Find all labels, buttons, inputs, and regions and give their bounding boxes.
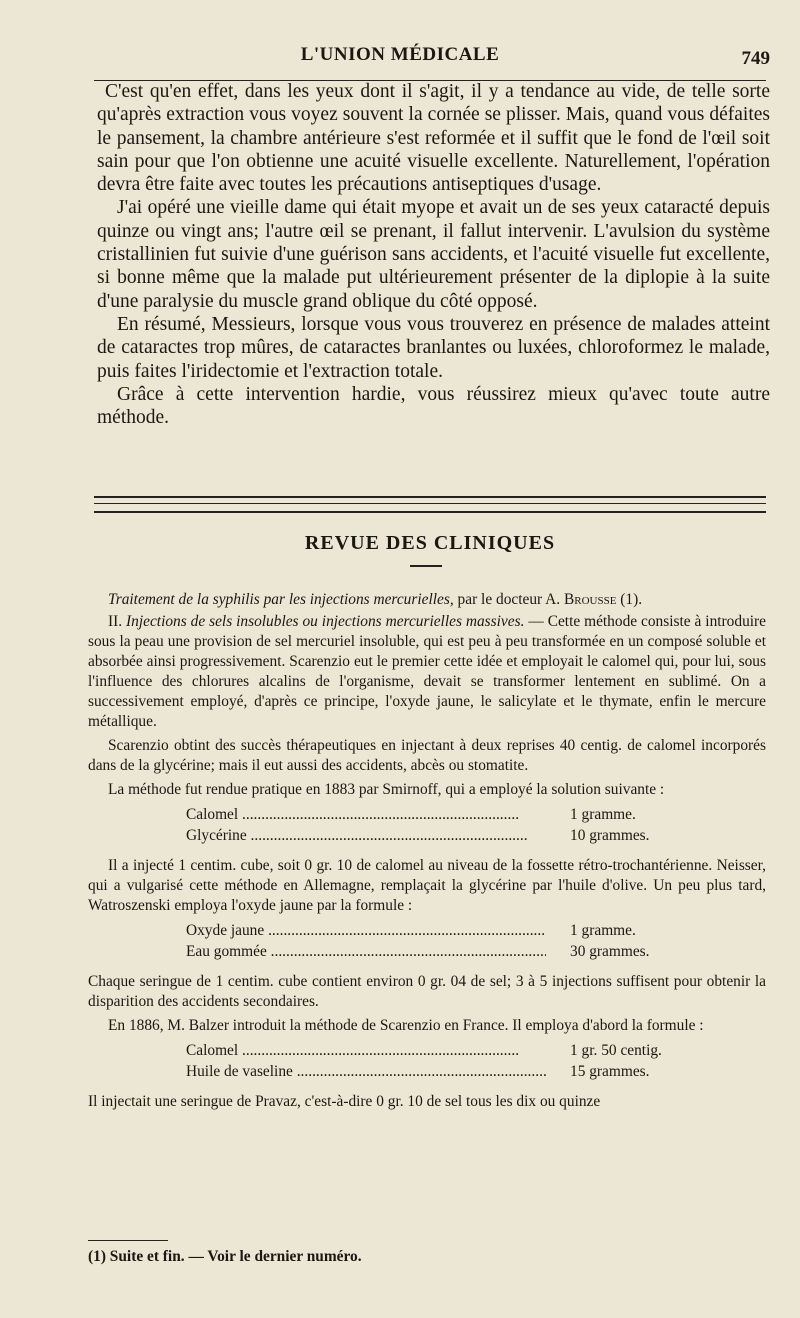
article-body xyxy=(88,590,766,1116)
quantity: 1 gr. 50 centig. xyxy=(570,1042,662,1059)
quantity: 1 gramme. xyxy=(570,806,636,823)
formula-row xyxy=(88,1040,766,1061)
section-divider xyxy=(94,496,766,498)
subsection-number: II. xyxy=(108,613,127,630)
author-name: Brousse xyxy=(563,591,617,608)
ingredient: Calomel ..... xyxy=(186,804,546,825)
page-number: 749 xyxy=(741,48,770,69)
quantity: 30 grammes. xyxy=(570,943,650,960)
footnote-ref: (1). xyxy=(616,591,643,608)
subsection-title: Injections de sels insolubles ou injections mercurielles massives. xyxy=(126,613,525,630)
title-rule xyxy=(410,565,442,567)
article-paragraph: Chaque seringue de 1 centim. cube contient environ 0 gr. 04 de sel; 3 à 5 injections suffisent pour obtenir la disparition des accidents secondaires. xyxy=(88,973,766,1010)
article-paragraph: La méthode fut rendue pratique en 1883 par Smirnoff, qui a employé la solution suivante : xyxy=(108,781,665,798)
ingredient: Calomel ..... xyxy=(186,1040,546,1061)
ingredient: Eau gommée ..... xyxy=(186,941,546,962)
quantity: 10 grammes. xyxy=(570,827,650,844)
section-divider xyxy=(94,503,766,504)
running-header xyxy=(0,44,800,74)
section-divider xyxy=(94,511,766,513)
formula-row xyxy=(88,825,766,846)
article-heading xyxy=(88,590,766,610)
formula-row xyxy=(88,804,766,825)
intro-text xyxy=(97,80,770,429)
intro-paragraph: C'est qu'en effet, dans les yeux dont il s'agit, il y a tendance au vide, de telle sorte qu'après extraction vous voyez souvent la cornée se plisser. Mais, quand vous défaites le pansement, la chambre antérieure s'est reformée et il suffit que le fond de l'œil soit sain pour que l'on obtienne une acuité visuelle excellente. Naturellement, l'opération devra être faite avec toutes les précautions antiseptiques d'usage. xyxy=(97,81,770,196)
formula xyxy=(88,1040,766,1082)
intro-paragraph: J'ai opéré une vieille dame qui était myope et avait un de ses yeux cataracté depuis quinze ou vingt ans; l'autre œil se prenant, il fallut intervenir. L'avulsion du système cristallinien fut suivie d'une guérison sans accidents, et l'acuité visuelle fut excellente, si bonne même que la malade put ultérieurement présenter de la diplopie à la suite d'une paralysie du muscle grand oblique du côté opposé. xyxy=(97,197,770,312)
footnote-rule xyxy=(88,1240,168,1241)
footnote: (1) Suite et fin. — Voir le dernier numéro. xyxy=(88,1248,362,1265)
formula xyxy=(88,804,766,846)
ingredient: Glycérine ..... xyxy=(186,825,546,846)
ingredient: Oxyde jaune ..... xyxy=(186,920,546,941)
formula-row xyxy=(88,941,766,962)
formula-row xyxy=(88,1061,766,1082)
intro-paragraph: En résumé, Messieurs, lorsque vous vous trouverez en présence de malades atteint de cataractes trop mûres, de cataractes branlantes ou luxées, chloroformez le malade, puis faites l'iridectomie et l'extraction totale. xyxy=(97,313,770,382)
ingredient: Huile de vaseline ..... xyxy=(186,1061,546,1082)
article-paragraph: Il injectait une seringue de Pravaz, c'est-à-dire 0 gr. 10 de sel tous les dix ou quinze xyxy=(88,1093,601,1110)
article-paragraph: Il a injecté 1 centim. cube, soit 0 gr. 10 de calomel au niveau de la fossette rétro-trochantérienne. Neisser, qui a vulgarisé cette méthode en Allemagne, remplaçait la glycérine par l'huile d'olive. Un peu plus tard, Watroszenski employa l'oxyde jaune par la formule : xyxy=(88,857,766,914)
quantity: 15 grammes. xyxy=(570,1063,650,1080)
intro-paragraph: Grâce à cette intervention hardie, vous réussirez mieux qu'avec toute autre méthode. xyxy=(97,383,770,429)
article-paragraph: En 1886, M. Balzer introduit la méthode de Scarenzio en France. Il employa d'abord la formule : xyxy=(108,1017,704,1034)
formula-row xyxy=(88,920,766,941)
article-paragraph xyxy=(88,612,766,732)
article-title: Traitement de la syphilis par les injections mercurielles, xyxy=(108,591,454,608)
journal-title: L'UNION MÉDICALE xyxy=(300,44,500,65)
quantity: 1 gramme. xyxy=(570,922,636,939)
article-paragraph: Scarenzio obtint des succès thérapeutiques en injectant à deux reprises 40 centig. de calomel incorporés dans de la glycérine; mais il eut aussi des accidents, abcès ou stomatite. xyxy=(88,737,766,774)
paragraph-text: — Cette méthode consiste à introduire sous la peau une provision de sel mercuriel insoluble, qui est peu à peu transformée en un composé soluble et absorbée ainsi progressivement. Scarenzio eut le premier cette idée et employait le calomel qui, pour lui, sous l'influence des chlorures alcalins de l'organisme, devait se transformer lentement en sublimé. On a successivement employé, d'après ce principe, l'oxyde jaune, le salicylate et le thymate, enfin le mercure métallique. xyxy=(88,613,766,730)
formula xyxy=(88,920,766,962)
byline: par le docteur A. xyxy=(457,591,564,608)
section-title: REVUE DES CLINIQUES xyxy=(304,532,556,554)
